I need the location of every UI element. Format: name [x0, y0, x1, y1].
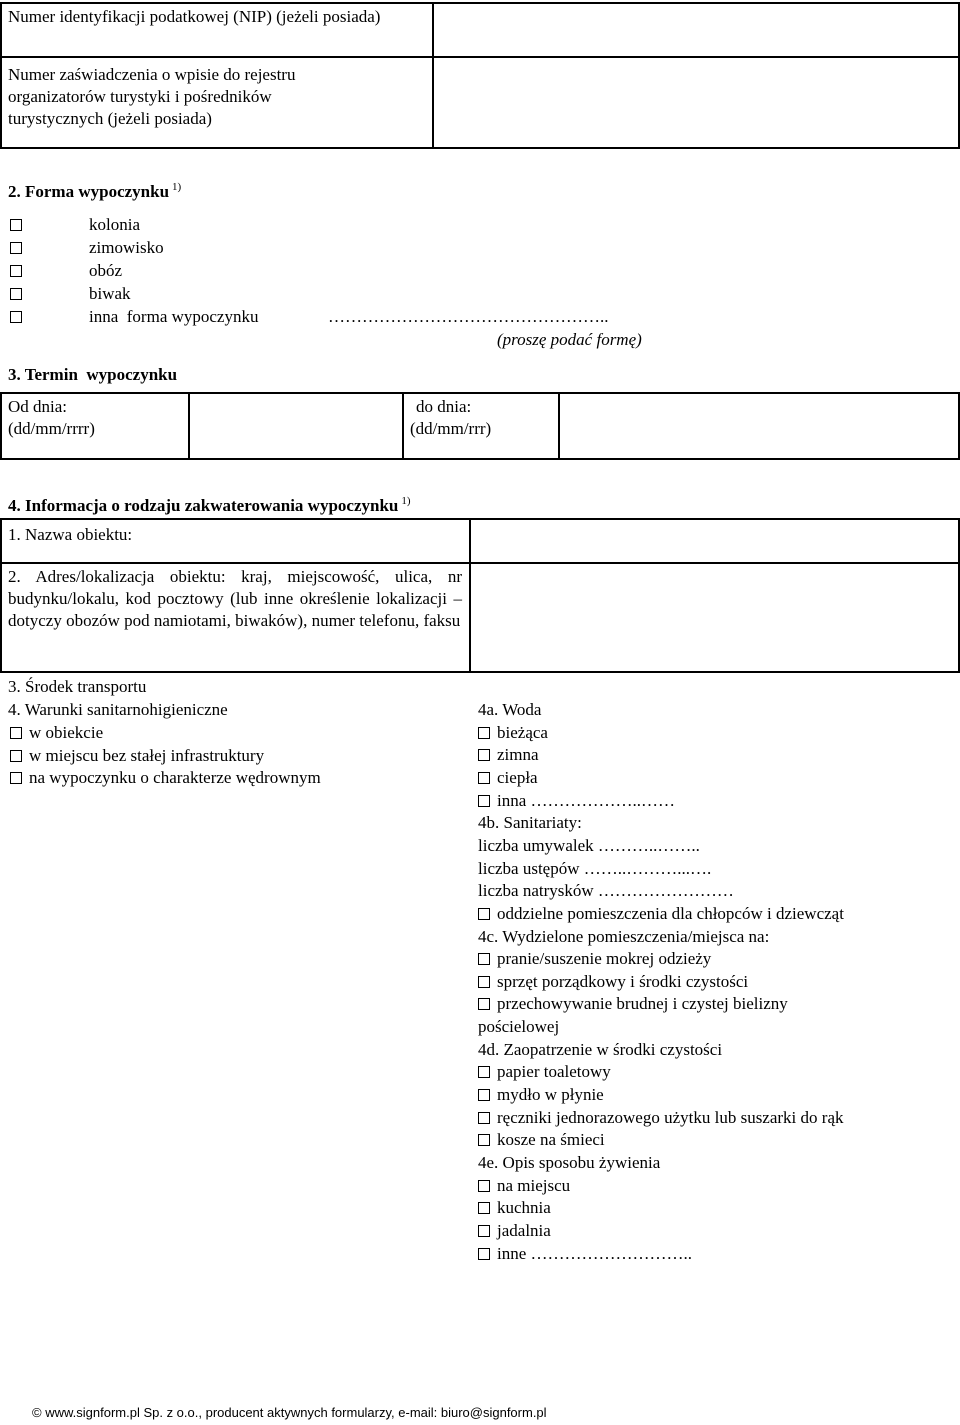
- object-address-field[interactable]: [474, 566, 954, 668]
- other-form-dots[interactable]: …………………………………………..: [328, 307, 609, 326]
- checkbox[interactable]: [10, 288, 22, 300]
- facility-text: [478, 1039, 722, 1061]
- checkbox[interactable]: [478, 1202, 490, 1214]
- facility-text: [478, 1016, 559, 1038]
- facility-option[interactable]: [478, 1175, 570, 1197]
- facility-option[interactable]: [478, 903, 844, 925]
- term-heading: 3. Termin wypoczynku: [8, 365, 178, 384]
- sanitary-option-hiking[interactable]: [10, 767, 321, 789]
- from-date-label: [2, 392, 186, 444]
- facility-option[interactable]: [478, 1107, 844, 1129]
- facility-option[interactable]: [478, 1061, 611, 1083]
- checkbox[interactable]: [10, 772, 22, 784]
- checkbox[interactable]: [10, 750, 22, 762]
- form-heading-text: 2. Forma wypoczynku: [8, 182, 170, 201]
- sanitary-option-in-object[interactable]: [10, 722, 103, 744]
- checkbox[interactable]: [478, 1248, 490, 1260]
- facility-label: 4b. Sanitariaty:: [478, 813, 582, 832]
- checkbox[interactable]: [478, 727, 490, 739]
- term-col-divider: [558, 392, 560, 460]
- form-heading: [8, 176, 181, 203]
- checkbox[interactable]: [478, 795, 490, 807]
- facility-label: kuchnia: [497, 1198, 551, 1217]
- facility-label: liczba umywalek ………..……..: [478, 836, 700, 855]
- facility-label: pościelowej: [478, 1017, 560, 1036]
- facility-option[interactable]: [478, 790, 675, 812]
- checkbox[interactable]: [10, 311, 22, 323]
- option-label: w miejscu bez stałej infrastruktury: [29, 746, 265, 765]
- facility-label: oddzielne pomieszczenia dla chłopców i dziewcząt: [497, 904, 844, 923]
- option-label: na wypoczynku o charakterze wędrownym: [29, 768, 321, 787]
- to-label: do dnia:: [416, 397, 472, 416]
- facility-label: 4e. Opis sposobu żywienia: [478, 1153, 661, 1172]
- sanitary-heading: 4. Warunki sanitarnohigieniczne: [8, 700, 228, 719]
- checkbox[interactable]: [10, 727, 22, 739]
- facility-label: inne ………………………..: [497, 1244, 693, 1263]
- option-biwak[interactable]: [10, 283, 131, 305]
- option-label: biwak: [89, 284, 131, 303]
- checkbox[interactable]: [478, 1112, 490, 1124]
- facility-text: [478, 812, 582, 834]
- option-kolonia[interactable]: [10, 214, 140, 236]
- checkbox[interactable]: [478, 1225, 490, 1237]
- checkbox[interactable]: [478, 908, 490, 920]
- transport-label: 3. Środek transportu: [8, 677, 147, 696]
- facility-text: [478, 926, 769, 948]
- nip-label: Numer identyfikacji podatkowej (NIP) (jeżeli posiada): [8, 7, 381, 26]
- facility-option[interactable]: [478, 722, 548, 744]
- facility-option[interactable]: [478, 1243, 692, 1265]
- register-number-field[interactable]: [436, 62, 954, 144]
- facility-option[interactable]: [478, 1129, 605, 1151]
- facility-label: kosze na śmieci: [497, 1130, 605, 1149]
- facility-text: [478, 699, 541, 721]
- to-date-label: [404, 392, 556, 444]
- facility-label: 4a. Woda: [478, 700, 542, 719]
- option-oboz[interactable]: [10, 260, 122, 282]
- checkbox[interactable]: [478, 1134, 490, 1146]
- facility-label: pranie/suszenie mokrej odzieży: [497, 949, 712, 968]
- facility-label: zimna: [497, 745, 539, 764]
- checkbox[interactable]: [10, 265, 22, 277]
- facility-text: [478, 880, 734, 902]
- option-label: kolonia: [89, 215, 140, 234]
- facility-option[interactable]: [478, 993, 788, 1015]
- checkbox[interactable]: [478, 1066, 490, 1078]
- facility-text: [478, 858, 711, 880]
- register-number-label: Numer zaświadczenia o wpisie do rejestru organizatorów turystyki i pośredników turystycznych (jeżeli posiada): [8, 65, 296, 128]
- facility-label: bieżąca: [497, 723, 548, 742]
- checkbox[interactable]: [478, 749, 490, 761]
- facility-label: na miejscu: [497, 1176, 571, 1195]
- facility-label: przechowywanie brudnej i czystej bielizny: [497, 994, 788, 1013]
- facility-option[interactable]: [478, 971, 748, 993]
- facility-label: 4c. Wydzielone pomieszczenia/miejsca na:: [478, 927, 770, 946]
- object-address-label: 2. Adres/lokalizacja obiektu: kraj, miejscowość, ulica, nr budynku/lokalu, kod pocztowy (lub inne określenie lokalizacji – dotyczy obozów pod namiotami, biwaków), numer telefonu, faksu: [8, 567, 462, 630]
- facility-option[interactable]: [478, 1197, 551, 1219]
- option-label: zimowisko: [89, 238, 164, 257]
- facility-option[interactable]: [478, 1084, 604, 1106]
- object-name-field[interactable]: [474, 522, 954, 560]
- option-zimowisko[interactable]: [10, 237, 164, 259]
- sanitary-option-no-infrastructure[interactable]: [10, 745, 264, 767]
- checkbox[interactable]: [478, 772, 490, 784]
- option-inna[interactable]: [10, 306, 258, 328]
- facility-label: mydło w płynie: [497, 1085, 604, 1104]
- table-row-divider: [0, 56, 960, 58]
- facility-option[interactable]: [478, 1220, 551, 1242]
- from-date-field[interactable]: [192, 396, 400, 456]
- facility-option[interactable]: [478, 744, 539, 766]
- facility-label: sprzęt porządkowy i środki czystości: [497, 972, 749, 991]
- facility-label: inna ………………..……: [497, 791, 676, 810]
- checkbox[interactable]: [478, 998, 490, 1010]
- facility-label: jadalnia: [497, 1221, 551, 1240]
- to-date-field[interactable]: [562, 396, 956, 456]
- nip-field[interactable]: [436, 6, 954, 54]
- footnote-marker: 1): [401, 495, 411, 507]
- facility-label: ręczniki jednorazowego użytku lub suszarki do rąk: [497, 1108, 844, 1127]
- other-form-hint: (proszę podać formę): [497, 330, 642, 349]
- from-format: (dd/mm/rrrr): [8, 419, 95, 438]
- facility-label: 4d. Zaopatrzenie w środki czystości: [478, 1040, 723, 1059]
- checkbox[interactable]: [10, 242, 22, 254]
- option-label: inna forma wypoczynku: [89, 307, 259, 326]
- to-format: (dd/mm/rrr): [410, 419, 492, 438]
- accommodation-heading: [8, 490, 411, 517]
- facility-option[interactable]: [478, 948, 711, 970]
- option-label: obóz: [89, 261, 123, 280]
- object-name-label: 1. Nazwa obiektu:: [8, 525, 133, 544]
- option-label: w obiekcie: [29, 723, 104, 742]
- accommodation-col-divider: [469, 518, 471, 673]
- facility-text: [478, 835, 700, 857]
- checkbox[interactable]: [10, 219, 22, 231]
- footnote-marker: 1): [172, 181, 182, 193]
- term-col-divider: [188, 392, 190, 460]
- checkbox[interactable]: [478, 1089, 490, 1101]
- from-label: Od dnia:: [8, 397, 68, 416]
- facility-label: papier toaletowy: [497, 1062, 611, 1081]
- facility-text: [478, 1152, 660, 1174]
- facility-label: liczba ustępów ……..………...….: [478, 859, 712, 878]
- facility-label: ciepła: [497, 768, 538, 787]
- checkbox[interactable]: [478, 976, 490, 988]
- facility-option[interactable]: [478, 767, 538, 789]
- checkbox[interactable]: [478, 953, 490, 965]
- table-col-divider: [432, 2, 434, 149]
- facility-label: liczba natrysków ……………………: [478, 881, 734, 900]
- accommodation-heading-text: 4. Informacja o rodzaju zakwaterowania wypoczynku: [8, 496, 399, 515]
- footer-text: © www.signform.pl Sp. z o.o., producent aktywnych formularzy, e-mail: biuro@signform.pl: [32, 1405, 547, 1420]
- checkbox[interactable]: [478, 1180, 490, 1192]
